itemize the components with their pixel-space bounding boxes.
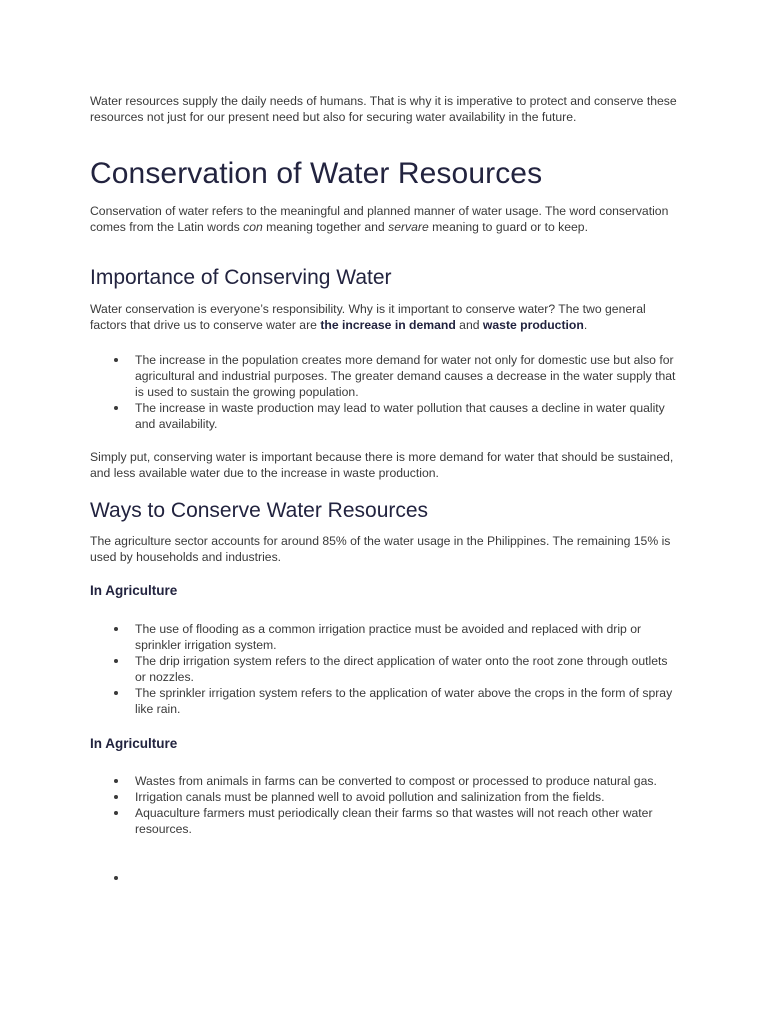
latin-word-con: con [243,220,263,234]
definition-text-2: meaning together and [262,220,389,234]
importance-paragraph [90,301,680,333]
ways-heading: Ways to Conserve Water Resources [90,499,429,522]
importance-bullet-list [90,352,680,432]
summary-paragraph: Simply put, conserving water is important because there is more demand for water that should be sustained, and less available water due to the increase in waste production. [90,450,674,480]
list-item: The use of flooding as a common irrigation practice must be avoided and replaced with drip or sprinkler irrigation system. [90,621,680,653]
importance-text-1: Water conservation is everyone’s responsibility. Why is it important to conserve water? The two general factors that drive us to conserve water are [90,302,646,332]
importance-bold-demand: the increase in demand [320,318,456,332]
importance-text-2: and [455,318,483,332]
agriculture-bullet-list-1 [90,621,680,717]
intro-paragraph: Water resources supply the daily needs of humans. That is why it is imperative to protect and conserve these resources not just for our present need but also for securing water availability in the future. [90,94,677,124]
page-title: Conservation of Water Resources [90,157,543,190]
list-item: The sprinkler irrigation system refers to the application of water above the crops in the form of spray like rain. [90,685,680,717]
importance-bold-waste: waste production [482,318,584,332]
agriculture-bullet-list-2 [90,773,680,837]
list-item: Aquaculture farmers must periodically clean their farms so that wastes will not reach other water resources. [90,805,680,837]
ways-paragraph: The agriculture sector accounts for around 85% of the water usage in the Philippines. The remaining 15% is used by households and industries. [90,534,671,564]
list-item: Wastes from animals in farms can be converted to compost or processed to produce natural gas. [90,773,680,789]
empty-bullet-list [90,870,138,886]
list-item: The drip irrigation system refers to the direct application of water onto the root zone through outlets or nozzles. [90,653,680,685]
definition-paragraph [90,203,680,235]
definition-text-1: Conservation of water refers to the meaningful and planned manner of water usage. The word conservation comes from the Latin words [90,204,669,234]
agriculture-subheading-2: In Agriculture [90,736,178,751]
list-item: Irrigation canals must be planned well to avoid pollution and salinization from the fields. [90,789,680,805]
importance-heading: Importance of Conserving Water [90,266,392,289]
empty-list-item [90,870,138,886]
latin-word-servare: servare [388,220,429,234]
list-item: The increase in waste production may lead to water pollution that causes a decline in water quality and availability. [90,400,680,432]
list-item: The increase in the population creates more demand for water not only for domestic use but also for agricultural and industrial purposes. The greater demand causes a decrease in the water supply that is used to sustain the growing population. [90,352,680,400]
importance-text-3: . [583,318,588,332]
agriculture-subheading-1: In Agriculture [90,583,178,598]
definition-text-3: meaning to guard or to keep. [428,220,588,234]
